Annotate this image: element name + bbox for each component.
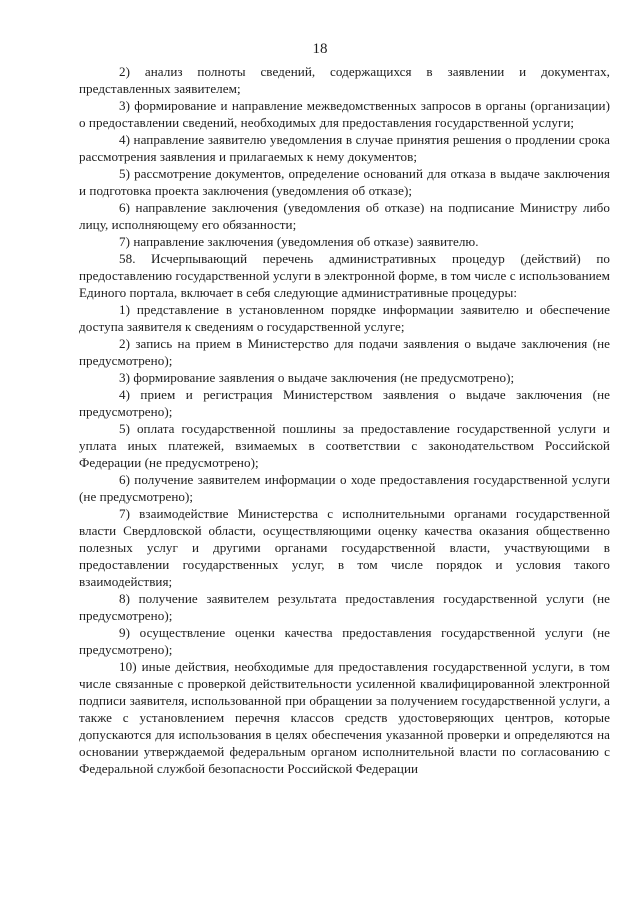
paragraph-procedure-2: 2) запись на прием в Министерство для подачи заявления о выдаче заключения (не предусмотрено); <box>79 336 610 368</box>
paragraph-item-2: 2) анализ полноты сведений, содержащихся в заявлении и документах, представленных заявителем; <box>79 64 610 96</box>
paragraph-procedure-1: 1) представление в установленном порядке информации заявителю и обеспечение доступа заявителя к сведениям о государственной услуге; <box>79 302 610 334</box>
paragraph-procedure-5: 5) оплата государственной пошлины за предоставление государственной услуги и уплата иных платежей, взимаемых в соответствии с законодательством Российской Федерации (не предусмотрено); <box>79 421 610 470</box>
paragraph-section-58: 58. Исчерпывающий перечень административных процедур (действий) по предоставлению государственной услуги в электронной форме, в том числе с использованием Единого портала, включает в себя следующие административные процедуры: <box>79 251 610 300</box>
paragraph-item-5: 5) рассмотрение документов, определение оснований для отказа в выдаче заключения и подготовка проекта заключения (уведомления об отказе); <box>79 166 610 198</box>
paragraph-item-4: 4) направление заявителю уведомления в случае принятия решения о продлении срока рассмотрения заявления и прилагаемых к нему документов; <box>79 132 610 164</box>
page-number: 18 <box>312 41 328 57</box>
paragraph-procedure-10: 10) иные действия, необходимые для предоставления государственной услуги, в том числе связанные с проверкой действительности усиленной квалифицированной электронной подписи заявителя, использованной при обращении за получением государственной услуги, а также с установлением перечня классов средств удостоверяющих центров, которые допускаются для использования в целях обеспечения указанной проверки и определяются на основании утверждаемой федеральным органом исполнительной власти по согласованию с Федеральной службой безопасности Российской Федерации <box>79 659 610 776</box>
paragraph-item-6: 6) направление заключения (уведомления об отказе) на подписание Министру либо лицу, исполняющему его обязанности; <box>79 200 610 232</box>
paragraph-item-3: 3) формирование и направление межведомственных запросов в органы (организации) о предоставлении сведений, необходимых для предоставления государственной услуги; <box>79 98 610 130</box>
document-body <box>79 63 610 777</box>
paragraph-procedure-8: 8) получение заявителем результата предоставления государственной услуги (не предусмотрено); <box>79 591 610 623</box>
paragraph-procedure-4: 4) прием и регистрация Министерством заявления о выдаче заключения (не предусмотрено); <box>79 387 610 419</box>
paragraph-procedure-6: 6) получение заявителем информации о ходе предоставления государственной услуги (не предусмотрено); <box>79 472 610 504</box>
paragraph-procedure-7: 7) взаимодействие Министерства с исполнительными органами государственной власти Свердловской области, осуществляющими оценку качества оказания общественно полезных услуг и другими органами государственной власти, участвующими в предоставлении государственных услуг, в том числе порядок и условия такого взаимодействия; <box>79 506 610 589</box>
paragraph-procedure-3: 3) формирование заявления о выдаче заключения (не предусмотрено); <box>119 370 515 385</box>
paragraph-procedure-9: 9) осуществление оценки качества предоставления государственной услуги (не предусмотрено); <box>79 625 610 657</box>
paragraph-item-7: 7) направление заключения (уведомления об отказе) заявителю. <box>119 234 479 249</box>
